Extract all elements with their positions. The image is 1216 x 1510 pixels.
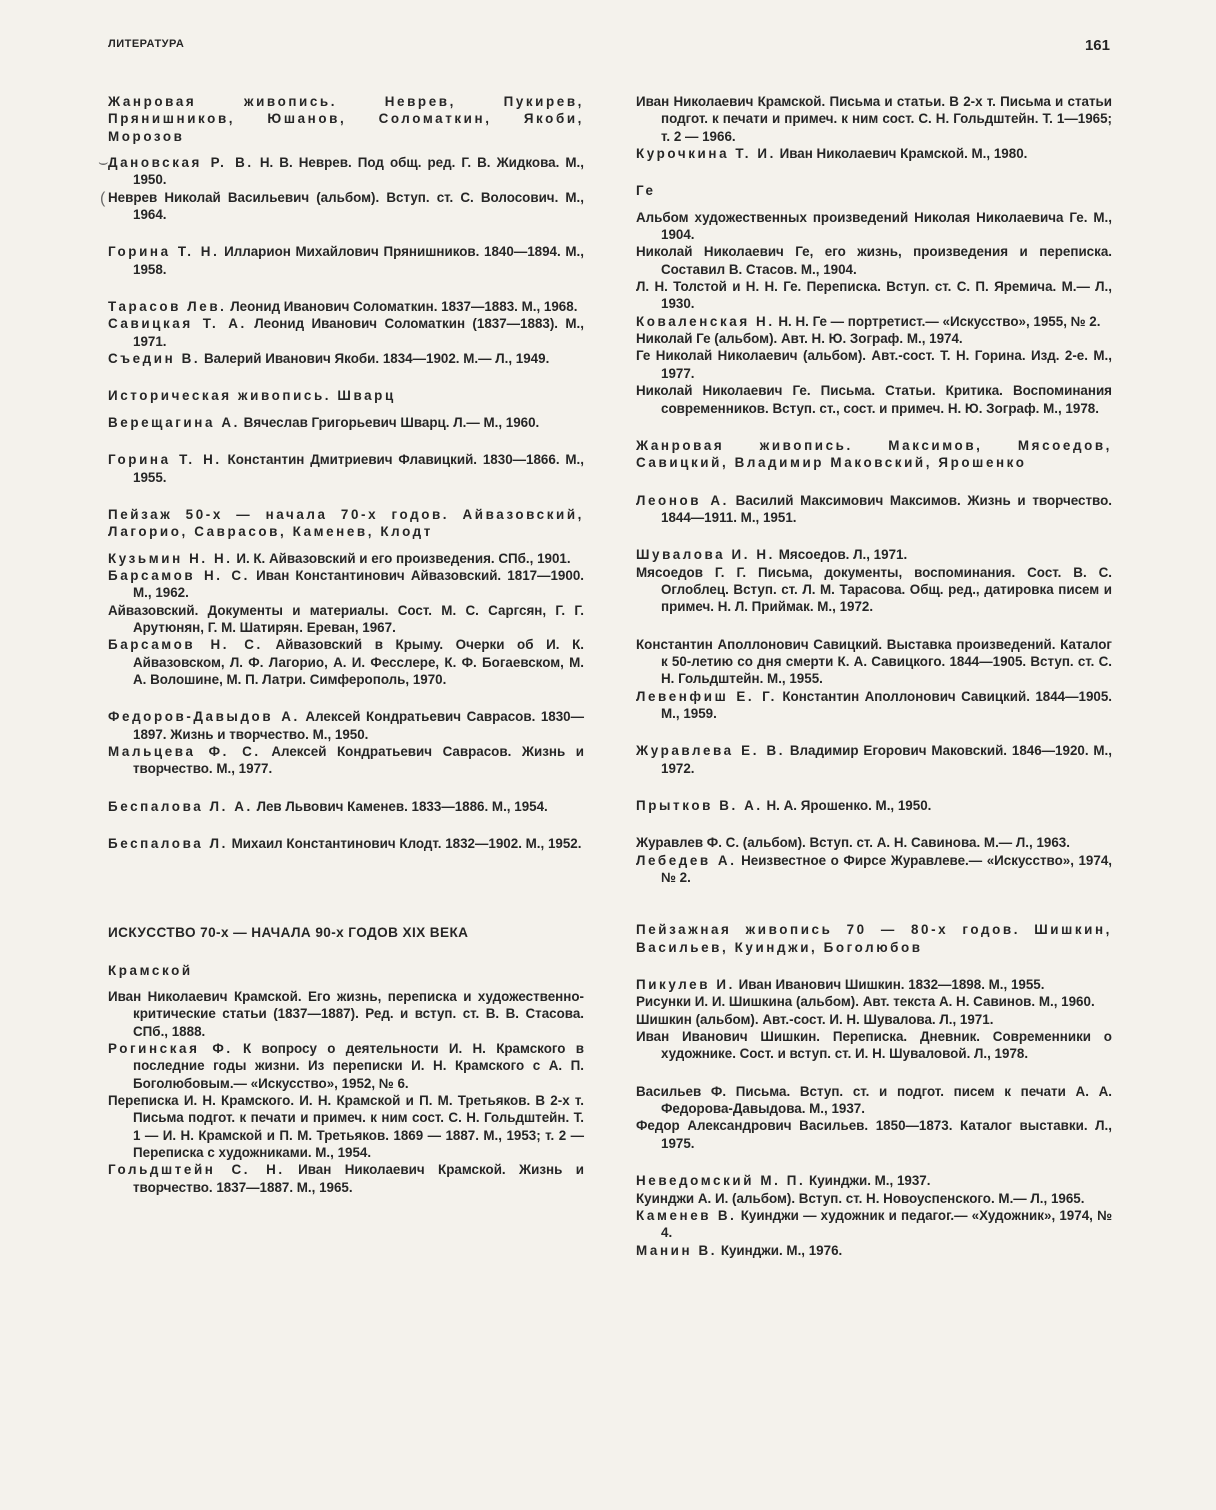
bibliography-entry [108, 298, 584, 315]
bibliography-entry [636, 688, 1112, 723]
entry-text: Валерий Иванович Якоби. 1834—1902. М.— Л., 1949. [200, 351, 550, 367]
bibliography-entry [108, 567, 584, 602]
entry-text: Куинджи. М., 1937. [805, 1173, 931, 1189]
entry-text: Лев Львович Каменев. 1833—1886. М., 1954. [252, 798, 548, 814]
entry-text: Иван Константинович Айвазовский. 1817—1900. М., 1962. [133, 567, 584, 601]
bibliography-entry [108, 636, 584, 688]
bibliography-entry [636, 382, 1112, 417]
bibliography-entry [636, 1172, 1112, 1189]
entry-text: Неврев Николай Васильевич (альбом). Вступ. ст. С. Волосович. М., 1964. [108, 189, 584, 223]
entry-text: Иван Николаевич Крамской. Его жизнь, переписка и художественно-критические статьи (1837—1887). Ред. и вступ. ст. В. В. Стасова. СПб., 1888. [108, 989, 584, 1039]
bibliography-entry [636, 1117, 1112, 1152]
bibliography-entry [636, 1207, 1112, 1242]
bibliography-entry [636, 278, 1112, 313]
bibliography-entry [636, 1083, 1112, 1118]
entry-text: Николай Николаевич Ге, его жизнь, произведения и переписка. Составил В. Стасов. М., 1904. [636, 244, 1112, 277]
entry-text: Неизвестное о Фирсе Журавлеве.— «Искусство», 1974, № 2. [661, 852, 1112, 886]
section-heading: Пейзажная живопись 70 — 80-х годов. Шишкин, Васильев, Куинджи, Боголюбов [636, 922, 1112, 955]
entry-text: Илларион Михайлович Прянишников. 1840—1894. М., 1958. [133, 244, 584, 277]
entry-author: Коваленская Н. [636, 313, 775, 329]
entry-text: Н. А. Ярошенко. М., 1950. [762, 798, 932, 813]
entry-text: Журавлев Ф. С. (альбом). Вступ. ст. А. Н. Савинова. М.— Л., 1963. [636, 835, 1070, 851]
bibliography-entry [108, 315, 584, 350]
bibliography-entry [636, 1011, 1112, 1028]
entry-text: К вопросу о деятельности И. Н. Крамского в последние годы жизни. Из переписки И. Н. Крамского с А. П. Боголюбовым.— «Искусство», 1952, № 6. [133, 1041, 585, 1091]
bibliography-entry [108, 154, 584, 189]
pencil-mark-2: ( [100, 190, 106, 207]
entry-author: Курочкина Т. И. [636, 146, 776, 162]
entry-text: Переписка И. Н. Крамского. И. Н. Крамской и П. М. Третьяков. В 2-х т. Письма подгот. к печати и примеч. к ним сост. С. Н. Гольдштейн. Т. 1 — И. Н. Крамской и П. М. Третьяков. 1869 — 1887. М., 1953; т. 2 — Переписка с художниками. М., 1954. [108, 1093, 584, 1161]
entry-text: Иван Николаевич Крамской. Жизнь и творчество. 1837—1887. М., 1965. [133, 1162, 584, 1195]
entry-author: Съедин В. [108, 351, 201, 367]
entry-author: Пикулев И. [636, 977, 735, 993]
bibliography-entry [108, 835, 584, 852]
entry-text: Рисунки И. И. Шишкина (альбом). Авт. текста А. Н. Савинов. М., 1960. [636, 994, 1095, 1010]
entry-text: Ге Николай Николаевич (альбом). Авт.-сост. Т. Н. Горина. Изд. 2-е. М., 1977. [636, 348, 1112, 381]
bibliography-entry [108, 1092, 584, 1161]
entry-author: Лебедев А. [636, 852, 737, 868]
entry-author: Федоров-Давыдов А. [108, 709, 300, 725]
entry-text: Алексей Кондратьевич Саврасов. 1830—1897. Жизнь и творчество. М., 1950. [133, 709, 584, 742]
bibliography-entry [636, 145, 1112, 162]
bibliography-entry [636, 1190, 1112, 1207]
entry-text: Альбом художественных произведений Николая Николаевича Ге. М., 1904. [636, 209, 1112, 243]
bibliography-entry [108, 988, 584, 1040]
pencil-mark-1: ⌣ [98, 154, 109, 171]
bibliography-entry [636, 742, 1112, 777]
bibliography-entry [108, 451, 584, 486]
entry-text: Василий Максимович Максимов. Жизнь и творчество. 1844—1911. М., 1951. [661, 492, 1112, 525]
right-column [636, 93, 1112, 1259]
section-heading: Жанровая живопись. Неврев, Пукирев, Прянишников, Юшанов, Соломаткин, Якоби, Морозов [108, 94, 584, 144]
entry-text: Васильев Ф. Письма. Вступ. ст. и подгот. писем к печати А. А. Федорова-Давыдова. М., 1937. [636, 1083, 1112, 1117]
bibliography-entry [108, 798, 584, 815]
entry-author: Журавлева Е. В. [636, 743, 786, 759]
bibliography-entry [636, 797, 1112, 814]
bibliography-entry [636, 564, 1112, 616]
entry-author: Горина Т. Н. [108, 244, 220, 260]
entry-author: Верещагина А. [108, 414, 240, 430]
entry-author: Левенфиш Е. Г. [636, 688, 777, 704]
bibliography-entry [636, 834, 1112, 851]
bibliography-entry [108, 602, 584, 637]
bibliography-entry [636, 546, 1112, 563]
bibliography-entry [636, 243, 1112, 278]
entry-author: Дановская Р. В. [108, 155, 254, 171]
entry-text: Федор Александрович Васильев. 1850—1873. Каталог выставки. Л., 1975. [636, 1118, 1112, 1151]
entry-text: Леонид Иванович Соломаткин (1837—1883). М., 1971. [133, 316, 584, 349]
entry-text: Иван Николаевич Крамской. М., 1980. [775, 146, 1028, 162]
entry-text: Н. В. Неврев. Под общ. ред. Г. В. Жидкова. М., 1950. [133, 155, 584, 188]
entry-author: Мальцева Ф. С. [108, 743, 261, 759]
bibliography-entry [636, 313, 1112, 330]
entry-author: Горина Т. Н. [108, 452, 222, 468]
entry-author: Леонов А. [636, 492, 729, 508]
running-header: ЛИТЕРАТУРА [108, 38, 185, 50]
entry-text: Л. Н. Толстой и Н. Н. Ге. Переписка. Вступ. ст. С. П. Яремича. М.— Л., 1930. [636, 279, 1112, 312]
bibliography-entry [636, 1242, 1112, 1259]
entry-author: Барсамов Н. С. [108, 567, 250, 583]
entry-text: Вячеслав Григорьевич Шварц. Л.— М., 1960. [239, 414, 540, 430]
entry-author: Неведомский М. П. [636, 1173, 806, 1189]
left-column [108, 93, 584, 1196]
entry-author: Рогинская Ф. [108, 1041, 233, 1057]
entry-author: Шувалова И. Н. [636, 547, 775, 563]
entry-text: Владимир Егорович Маковский. 1846—1920. М., 1972. [661, 743, 1112, 776]
entry-text: Айвазовский. Документы и материалы. Сост. М. С. Саргсян, Г. Г. Арутюнян, Г. М. Шатирян. Ереван, 1967. [108, 602, 584, 635]
bibliography-entry [636, 636, 1112, 688]
entry-text: Шишкин (альбом). Авт.-сост. И. Н. Шувалова. Л., 1971. [636, 1011, 994, 1027]
bibliography-entry [636, 347, 1112, 382]
bibliography-entry [108, 414, 584, 431]
bibliography-entry [108, 550, 584, 567]
entry-text: Иван Николаевич Крамской. Письма и статьи. В 2-х т. Письма и статьи подгот. к печати и примеч. к ним сост. С. Н. Гольдштейн. Т. 1—1965; т. 2 — 1966. [636, 94, 1112, 144]
section-heading: Крамской [108, 962, 193, 978]
entry-author: Беспалова Л. [108, 836, 228, 851]
bibliography-entry [108, 189, 584, 224]
bibliography-entry [108, 1040, 584, 1092]
entry-text: Леонид Иванович Соломаткин. 1837—1883. М., 1968. [226, 299, 578, 315]
entry-author: Гольдштейн С. Н. [108, 1162, 285, 1178]
entry-author: Кузьмин Н. Н. [108, 550, 233, 566]
section-heading: Историческая живопись. Шварц [108, 388, 396, 404]
entry-text: Алексей Кондратьевич Саврасов. Жизнь и творчество. М., 1977. [133, 743, 584, 777]
entry-text: Куинджи — художник и педагог.— «Художник», 1974, № 4. [661, 1207, 1113, 1241]
entry-author: Каменев В. [636, 1207, 737, 1223]
entry-text: Мясоедов. Л., 1971. [775, 547, 908, 563]
entry-author: Барсамов Н. С. [108, 637, 263, 653]
bibliography-entry [636, 852, 1112, 887]
entry-author: Савицкая Т. А. [108, 316, 247, 332]
entry-text: Михаил Константинович Клодт. 1832—1902. М., 1952. [227, 836, 582, 851]
entry-text: Николай Николаевич Ге. Письма. Статьи. Критика. Воспоминания современников. Вступ. ст., сост. и примеч. Н. Ю. Зограф. М., 1978. [636, 383, 1112, 416]
bibliography-entry [636, 330, 1112, 347]
entry-text: Константин Дмитриевич Флавицкий. 1830—1866. М., 1955. [133, 452, 584, 485]
entry-text: Константин Аполлонович Савицкий. 1844—1905. М., 1959. [661, 688, 1113, 721]
bibliography-entry [108, 1161, 584, 1196]
entry-text: Мясоедов Г. Г. Письма, документы, воспоминания. Сост. В. С. Оглоблец. Вступ. ст. Л. М. Тарасова. Общ. ред., датировка писем и примеч. Н. Л. Приймак. М., 1972. [636, 564, 1112, 615]
bibliography-entry [108, 708, 584, 743]
page-number: 161 [1084, 37, 1110, 54]
bibliography-entry [108, 743, 584, 778]
entry-text: Н. Н. Ге — портретист.— «Искусство», 1955, № 2. [774, 313, 1101, 329]
entry-text: Куинджи. М., 1976. [717, 1242, 843, 1258]
bibliography-entry [636, 993, 1112, 1010]
entry-author: Манин В. [636, 1242, 718, 1258]
section-heading: ИСКУССТВО 70-х — НАЧАЛА 90-х ГОДОВ XIX ВЕКА [108, 925, 469, 941]
entry-text: Константин Аполлонович Савицкий. Выставка произведений. Каталог к 50-летию со дня смерти К. А. Савицкого. 1844—1905. Вступ. ст. С. Н. Гольдштейн. М., 1955. [636, 636, 1112, 687]
entry-text: Куинджи А. И. (альбом). Вступ. ст. Н. Новоуспенского. М.— Л., 1965. [636, 1190, 1085, 1206]
bibliography-entry [636, 1028, 1112, 1063]
entry-text: Николай Ге (альбом). Авт. Н. Ю. Зограф. М., 1974. [636, 331, 963, 347]
entry-author: Тарасов Лев. [108, 299, 227, 315]
entry-text: Айвазовский в Крыму. Очерки об И. К. Айвазовском, Л. Ф. Лагорио, А. И. Фесслере, К. Ф. Богаевском, М. А. Волошине, М. П. Латри. Симферополь, 1970. [133, 637, 584, 687]
entry-text: И. К. Айвазовский и его произведения. СПб., 1901. [232, 550, 571, 566]
entry-text: Иван Иванович Шишкин. 1832—1898. М., 1955. [734, 977, 1045, 993]
section-heading: Ге [636, 183, 656, 199]
bibliography-entry [636, 93, 1112, 145]
section-heading: Жанровая живопись. Максимов, Мясоедов, Савицкий, Владимир Маковский, Ярошенко [636, 437, 1112, 471]
entry-author: Беспалова Л. А. [108, 798, 253, 814]
bibliography-entry [108, 350, 584, 367]
bibliography-entry [108, 243, 584, 278]
bibliography-entry [636, 492, 1112, 527]
bibliography-entry [636, 209, 1112, 244]
entry-author: Прытков В. А. [636, 798, 763, 813]
section-heading: Пейзаж 50-х — начала 70-х годов. Айвазовский, Лагорио, Саврасов, Каменев, Клодт [108, 506, 584, 540]
bibliography-entry [636, 976, 1112, 993]
entry-text: Иван Иванович Шишкин. Переписка. Дневник. Современники о художнике. Сост. и вступ. ст. И. Н. Шуваловой. Л., 1978. [636, 1029, 1112, 1062]
